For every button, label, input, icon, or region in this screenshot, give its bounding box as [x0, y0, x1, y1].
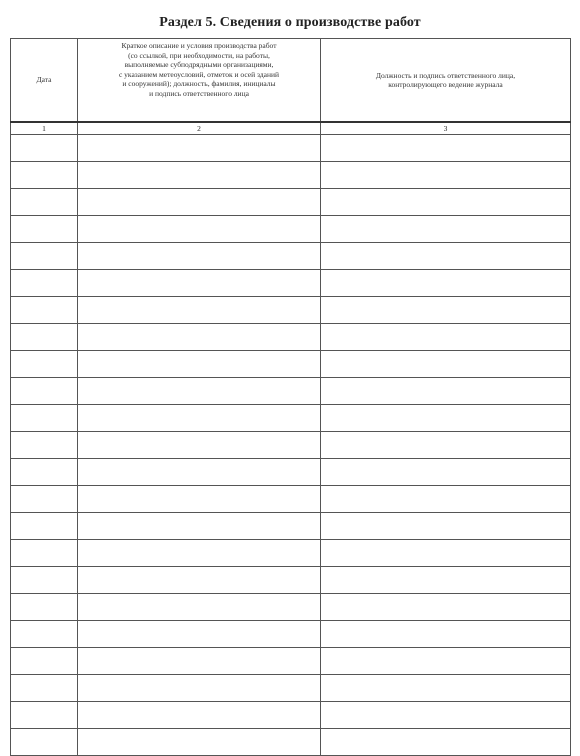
signature-cell[interactable] [321, 675, 571, 702]
description-cell[interactable] [78, 270, 321, 297]
table-row [11, 621, 571, 648]
date-cell[interactable] [11, 594, 78, 621]
description-cell[interactable] [78, 459, 321, 486]
table-row [11, 729, 571, 756]
date-cell[interactable] [11, 729, 78, 756]
description-cell[interactable] [78, 594, 321, 621]
table-row [11, 567, 571, 594]
description-cell[interactable] [78, 378, 321, 405]
description-cell[interactable] [78, 540, 321, 567]
table-row [11, 216, 571, 243]
description-cell[interactable] [78, 189, 321, 216]
date-cell[interactable] [11, 675, 78, 702]
date-cell[interactable] [11, 243, 78, 270]
signature-cell[interactable] [321, 432, 571, 459]
signature-cell[interactable] [321, 324, 571, 351]
table-row [11, 540, 571, 567]
column-number-2: 2 [78, 122, 321, 135]
column-number-1: 1 [11, 122, 78, 135]
section-title: Раздел 5. Сведения о производстве работ [159, 15, 421, 30]
date-cell[interactable] [11, 270, 78, 297]
signature-cell[interactable] [321, 216, 571, 243]
column-number-row [11, 122, 571, 135]
description-cell[interactable] [78, 432, 321, 459]
date-cell[interactable] [11, 486, 78, 513]
column-number-3: 3 [321, 122, 571, 135]
description-cell[interactable] [78, 486, 321, 513]
signature-cell[interactable] [321, 486, 571, 513]
table-row [11, 594, 571, 621]
date-cell[interactable] [11, 702, 78, 729]
description-cell[interactable] [78, 135, 321, 162]
date-cell[interactable] [11, 297, 78, 324]
description-cell[interactable] [78, 162, 321, 189]
signature-cell[interactable] [321, 729, 571, 756]
signature-cell[interactable] [321, 243, 571, 270]
header-signature: Должность и подпись ответственного лица, контролирующего ведение журнала [321, 39, 571, 123]
date-cell[interactable] [11, 621, 78, 648]
table-header-row [11, 39, 571, 123]
table-row [11, 297, 571, 324]
table-row [11, 162, 571, 189]
signature-cell[interactable] [321, 405, 571, 432]
description-cell[interactable] [78, 729, 321, 756]
header-date: Дата [11, 39, 78, 123]
signature-cell[interactable] [321, 459, 571, 486]
signature-cell[interactable] [321, 621, 571, 648]
signature-cell[interactable] [321, 297, 571, 324]
date-cell[interactable] [11, 351, 78, 378]
signature-cell[interactable] [321, 567, 571, 594]
signature-cell[interactable] [321, 702, 571, 729]
signature-cell[interactable] [321, 513, 571, 540]
signature-cell[interactable] [321, 162, 571, 189]
date-cell[interactable] [11, 513, 78, 540]
date-cell[interactable] [11, 648, 78, 675]
table-row [11, 648, 571, 675]
header-description: Краткое описание и условия производства работ (со ссылкой, при необходимости, на работы, выполняемые субподрядными организациями, с указанием метеоусловий, отметок и осей зданий и сооружений); должность, фамилия, инициалы и подпись ответственного лица [78, 39, 321, 123]
date-cell[interactable] [11, 432, 78, 459]
description-cell[interactable] [78, 351, 321, 378]
date-cell[interactable] [11, 216, 78, 243]
signature-cell[interactable] [321, 189, 571, 216]
description-cell[interactable] [78, 324, 321, 351]
description-cell[interactable] [78, 513, 321, 540]
table-row [11, 243, 571, 270]
date-cell[interactable] [11, 405, 78, 432]
table-row [11, 513, 571, 540]
table-row [11, 459, 571, 486]
date-cell[interactable] [11, 459, 78, 486]
table-row [11, 432, 571, 459]
date-cell[interactable] [11, 567, 78, 594]
table-row [11, 270, 571, 297]
signature-cell[interactable] [321, 351, 571, 378]
signature-cell[interactable] [321, 594, 571, 621]
table-row [11, 675, 571, 702]
description-cell[interactable] [78, 621, 321, 648]
signature-cell[interactable] [321, 135, 571, 162]
table-row [11, 351, 571, 378]
signature-cell[interactable] [321, 270, 571, 297]
table-row [11, 135, 571, 162]
date-cell[interactable] [11, 324, 78, 351]
date-cell[interactable] [11, 189, 78, 216]
date-cell[interactable] [11, 540, 78, 567]
table-row [11, 378, 571, 405]
description-cell[interactable] [78, 648, 321, 675]
description-cell[interactable] [78, 216, 321, 243]
table-row [11, 405, 571, 432]
description-cell[interactable] [78, 405, 321, 432]
description-cell[interactable] [78, 297, 321, 324]
table-row [11, 189, 571, 216]
signature-cell[interactable] [321, 378, 571, 405]
date-cell[interactable] [11, 378, 78, 405]
description-cell[interactable] [78, 702, 321, 729]
table-row [11, 702, 571, 729]
table-row [11, 324, 571, 351]
description-cell[interactable] [78, 243, 321, 270]
description-cell[interactable] [78, 567, 321, 594]
table-row [11, 486, 571, 513]
signature-cell[interactable] [321, 648, 571, 675]
date-cell[interactable] [11, 162, 78, 189]
description-cell[interactable] [78, 675, 321, 702]
date-cell[interactable] [11, 135, 78, 162]
works-journal-table [10, 38, 571, 756]
signature-cell[interactable] [321, 540, 571, 567]
